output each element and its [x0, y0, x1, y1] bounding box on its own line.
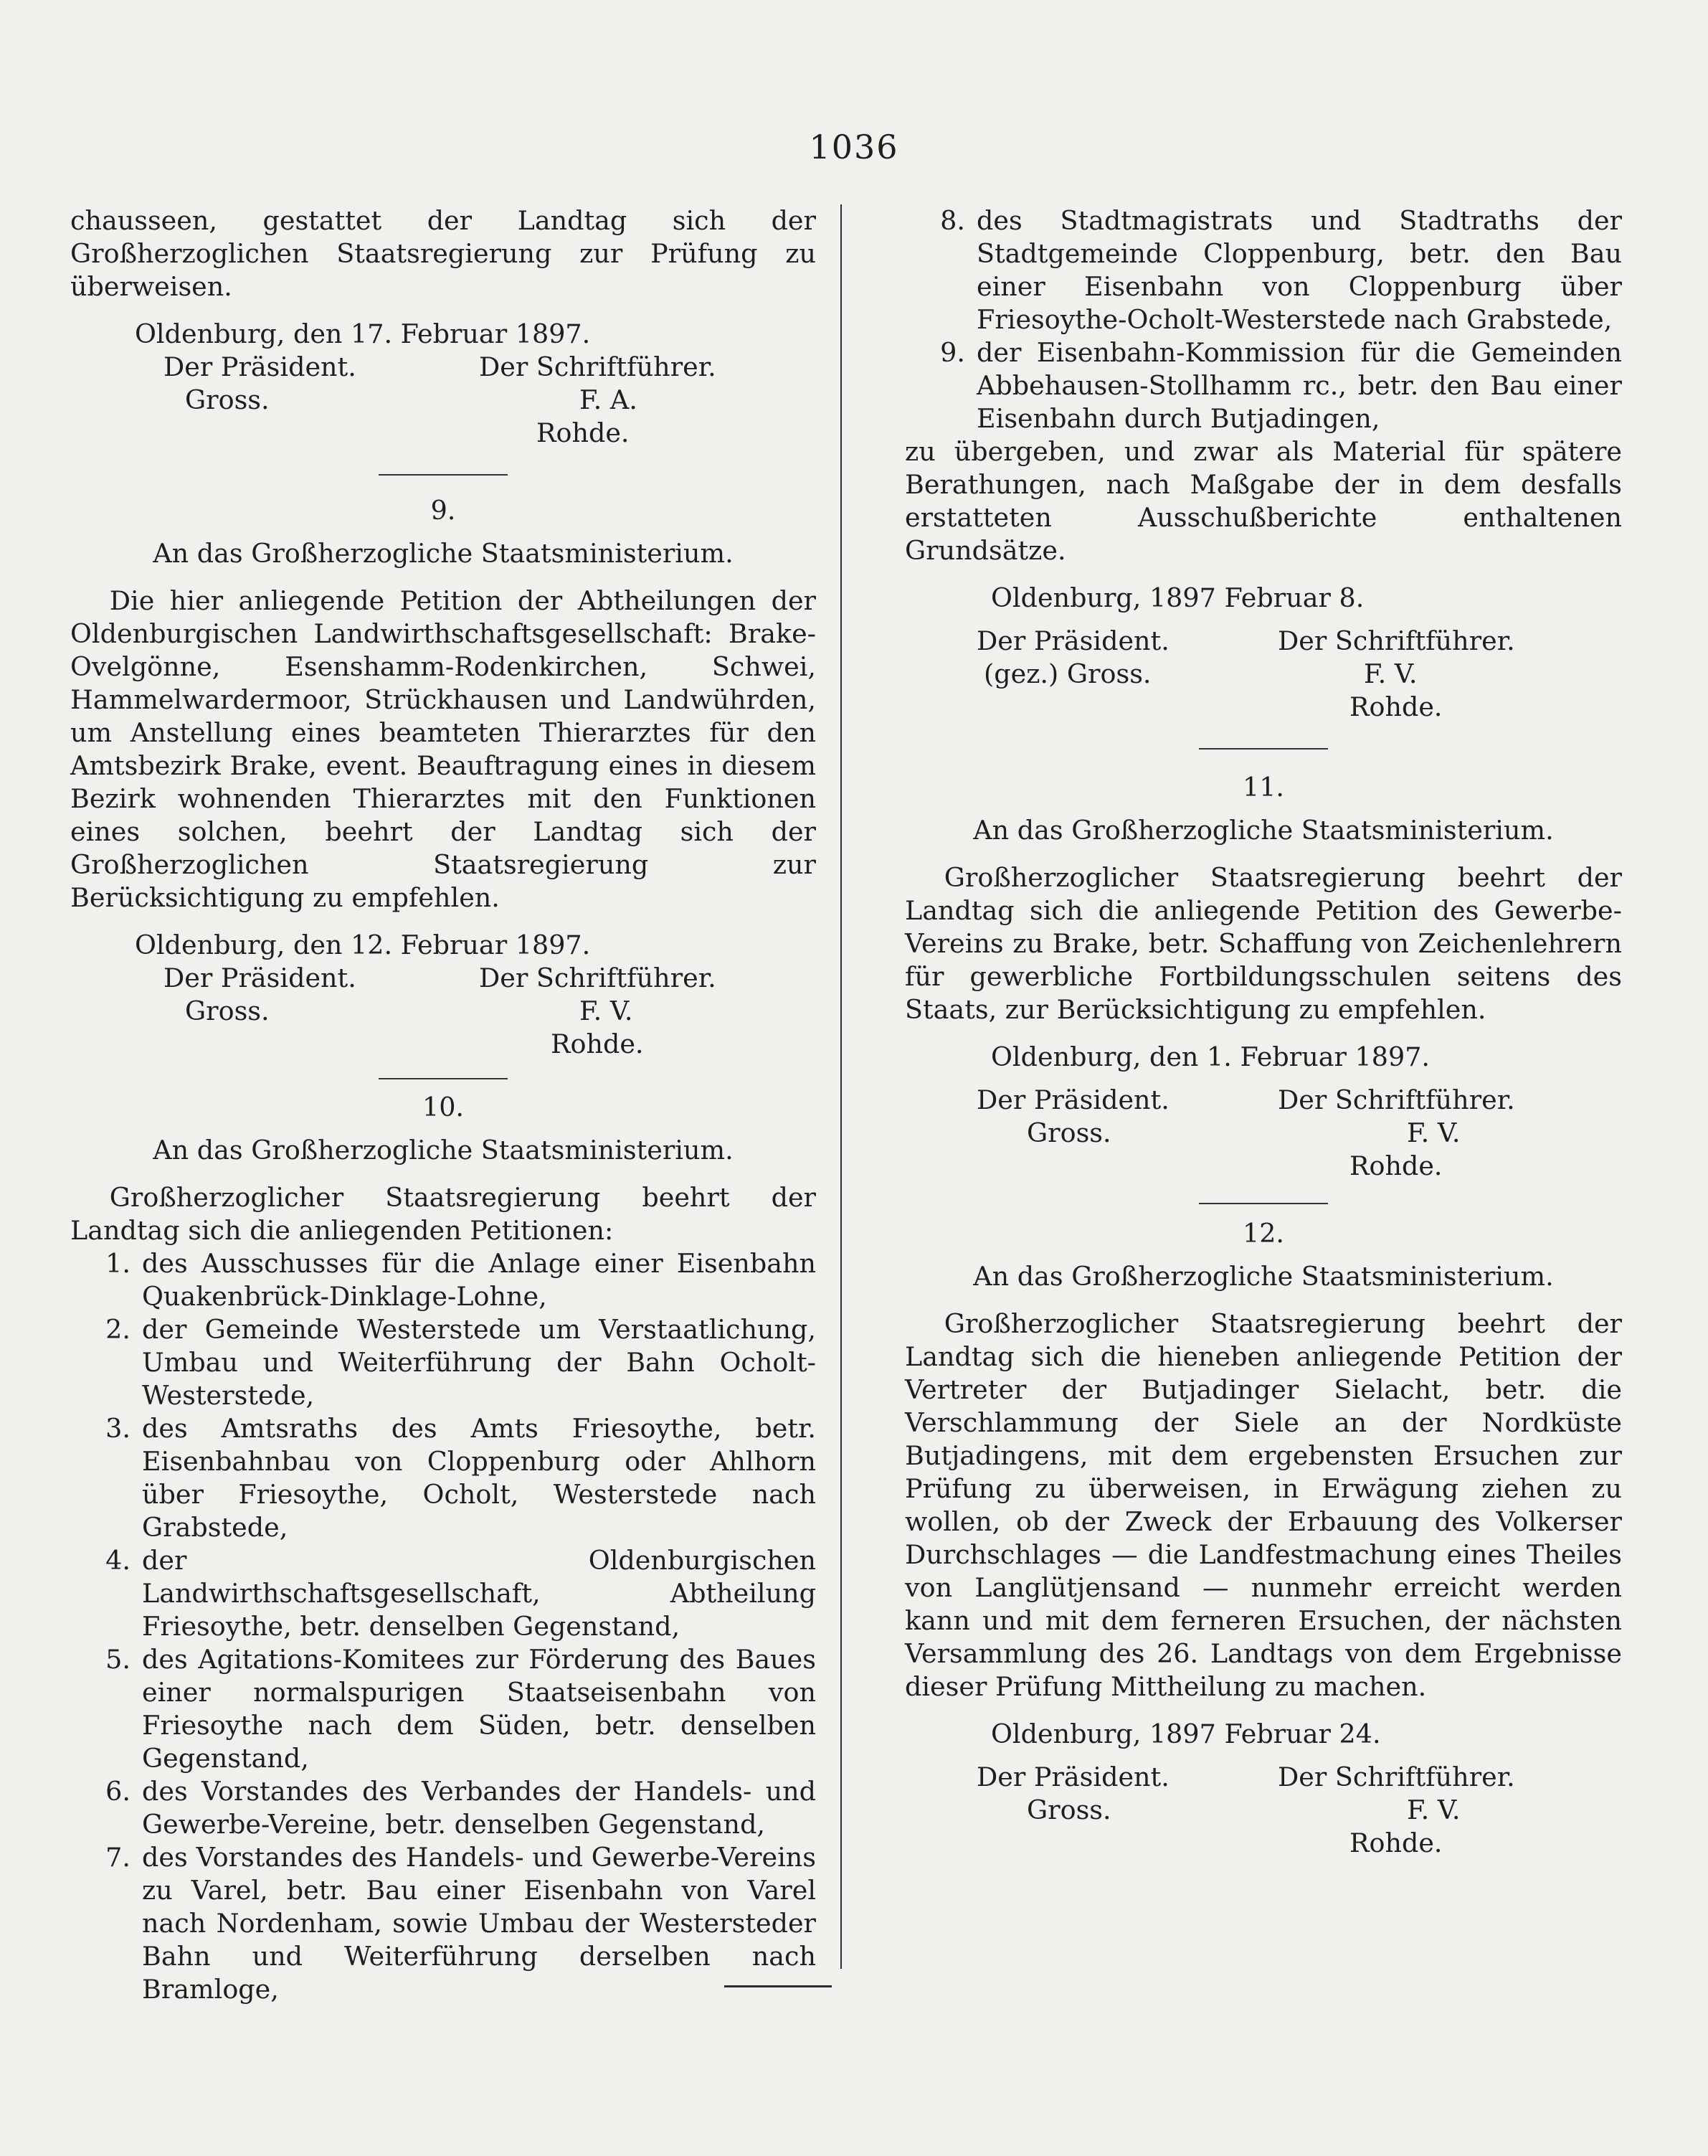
president-label: Der Präsident. — [163, 351, 356, 382]
section-address: An das Großherzogliche Staatsministerium. — [153, 538, 734, 569]
signature-names — [905, 1794, 1622, 1827]
list-item: 8. des Stadtmagistrats und Stadtraths der Stadtgemeinde Cloppenburg, betr. den Bau einer Eisenbahn von Cloppenburg über Friesoythe-Ocholt-Westerstede nach Grabstede, — [940, 205, 1622, 335]
secretary-name: Rohde. — [551, 1029, 644, 1059]
section-10-date: Oldenburg, 1897 Februar 8. — [991, 582, 1365, 613]
intro-text: chausseen, gestattet der Landtag sich der Großherzoglichen Staatsregierung zur Prüfung zu überweisen. — [70, 205, 816, 302]
list-item: 9. der Eisenbahn-Kommission für die Gemeinden Abbehausen-Stollhamm rc., betr. den Bau einer Eisenbahn durch Butjadingen, — [940, 337, 1622, 434]
section-number: 9. — [430, 495, 456, 526]
signature-names — [70, 995, 816, 1028]
section-address: An das Großherzogliche Staatsministerium. — [153, 1135, 734, 1166]
intro-signature-labels — [70, 351, 816, 384]
secretary-initials: F. V. — [1407, 1117, 1461, 1148]
secretary-label: Der Schriftführer. — [1278, 625, 1515, 656]
secretary-initials: F. V. — [579, 996, 633, 1026]
secretary-label: Der Schriftführer. — [1278, 1084, 1515, 1115]
signature-surname — [905, 1827, 1622, 1860]
president-name: Gross. — [1027, 1117, 1111, 1148]
list-item: 3. des Amtsraths des Amts Friesoythe, betr. Eisenbahnbau von Cloppenburg oder Ahlhorn über Friesoythe, Ocholt, Westerstede nach Grabstede, — [105, 1413, 816, 1543]
section-date: Oldenburg, 1897 Februar 24. — [991, 1718, 1381, 1749]
page-number: 1036 — [809, 128, 899, 166]
secretary-label: Der Schriftführer. — [1278, 1762, 1515, 1792]
signature-labels — [905, 1761, 1622, 1794]
section-separator — [379, 474, 508, 476]
petition-list-continued — [905, 204, 1622, 435]
intro-signature-names — [70, 384, 816, 417]
column-divider — [840, 204, 842, 1969]
section-body: Großherzoglicher Staatsregierung beehrt der Landtag sich die anliegende Petition des Gewerbe-Vereins zu Brake, betr. Schaffung von Zeichenlehrern für gewerbliche Fortbildungsschulen seitens des Staats, zur Berücksichtigung zu empfehlen. — [905, 862, 1622, 1025]
signature-surname — [905, 1150, 1622, 1183]
list-item: 2. der Gemeinde Westerstede um Verstaatlichung, Umbau und Weiterführung der Bahn Ocholt-Westerstede, — [105, 1314, 816, 1411]
signature-labels — [905, 1084, 1622, 1117]
section-11 — [905, 771, 1622, 1183]
president-name: Gross. — [185, 996, 270, 1026]
section-address: An das Großherzogliche Staatsministerium. — [973, 1261, 1554, 1292]
secretary-label: Der Schriftführer. — [479, 351, 716, 382]
intro-signature-surname — [70, 417, 816, 450]
signature-names — [905, 658, 1622, 691]
section-10 — [70, 1091, 816, 2006]
president-name: (gez.) Gross. — [984, 658, 1152, 689]
section-separator — [1199, 748, 1328, 750]
petition-list — [70, 1247, 816, 2006]
president-label: Der Präsident. — [977, 625, 1169, 656]
secretary-initials: F. A. — [579, 384, 637, 415]
section-separator — [1199, 1203, 1328, 1204]
signature-surname — [905, 691, 1622, 724]
list-item: 4. der Oldenburgischen Landwirthschaftsgesellschaft, Abtheilung Friesoythe, betr. denselben Gegenstand, — [105, 1545, 816, 1642]
secretary-name: Rohde. — [1349, 691, 1443, 722]
section-body: Großherzoglicher Staatsregierung beehrt der Landtag sich die anliegenden Petitionen: — [70, 1182, 816, 1246]
secretary-initials: F. V. — [1407, 1795, 1461, 1825]
section-10-conclusion: zu übergeben, und zwar als Material für spätere Berathungen, nach Maßgabe der in dem desfalls erstatteten Ausschußberichte enthaltenen Grundsätze. — [905, 436, 1622, 566]
right-column — [905, 204, 1622, 1860]
president-name: Gross. — [185, 384, 270, 415]
president-label: Der Präsident. — [163, 963, 356, 993]
section-number: 12. — [1242, 1218, 1285, 1249]
secretary-name: Rohde. — [536, 417, 630, 448]
list-item: 6. des Vorstandes des Verbandes der Handels- und Gewerbe-Vereine, betr. denselben Gegenstand, — [105, 1776, 816, 1840]
section-9 — [70, 494, 816, 1061]
section-address: An das Großherzogliche Staatsministerium. — [973, 815, 1554, 846]
list-item: 7. des Vorstandes des Handels- und Gewerbe-Vereins zu Varel, betr. Bau einer Eisenbahn von Varel nach Nordenham, sowie Umbau der Westersteder Bahn und Weiterführung derselben nach Bramloge, — [105, 1842, 816, 2005]
president-name: Gross. — [1027, 1795, 1111, 1825]
section-body: Die hier anliegende Petition der Abtheilungen der Oldenburgischen Landwirthschaftsgesellschaft: Brake-Ovelgönne, Esenshamm-Rodenkirchen, Schwei, Hammelwardermoor, Strückhausen und Landwührden, um Anstellung eines beamteten Thierarztes für den Amtsbezirk Brake, event. Beauftragung eines in diesem Bezirk wohnenden Thierarztes mit den Funktionen eines solchen, beehrt der Landtag sich der Großherzoglichen Staatsregierung zur Berücksichtigung zu empfehlen. — [70, 585, 816, 913]
signature-names — [905, 1117, 1622, 1150]
secretary-name: Rohde. — [1349, 1150, 1443, 1181]
list-item: 5. des Agitations-Komitees zur Förderung des Baues einer normalspurigen Staatseisenbahn von Friesoythe nach dem Süden, betr. denselben Gegenstand, — [105, 1644, 816, 1774]
secretary-label: Der Schriftführer. — [479, 963, 716, 993]
section-12 — [905, 1217, 1622, 1860]
section-body: Großherzoglicher Staatsregierung beehrt der Landtag sich die hieneben anliegende Petition der Vertreter der Butjadinger Sielacht, betr. die Verschlammung der Siele an der Nordküste Butjadingens, mit dem ergebensten Ersuchen zur Prüfung zu überweisen, in Erwägung ziehen zu wollen, ob der Zweck der Erbauung des Volkerser Durchschlages — die Landfestmachung eines Theiles von Langlütjensand — nunmehr erreicht werden kann und mit dem ferneren Ersuchen, der nächsten Versammlung des 26. Landtags von dem Ergebnisse dieser Prüfung Mittheilung zu machen. — [905, 1308, 1622, 1702]
signature-labels — [70, 962, 816, 995]
left-column — [70, 204, 816, 2006]
section-separator — [379, 1078, 508, 1079]
list-item: 1. des Ausschusses für die Anlage einer Eisenbahn Quakenbrück-Dinklage-Lohne, — [105, 1248, 816, 1312]
section-number: 11. — [1242, 772, 1285, 803]
section-number: 10. — [422, 1092, 465, 1122]
signature-surname — [70, 1028, 816, 1061]
intro-date: Oldenburg, den 17. Februar 1897. — [135, 318, 591, 349]
secretary-name: Rohde. — [1349, 1828, 1443, 1858]
signature-labels — [905, 625, 1622, 658]
president-label: Der Präsident. — [977, 1762, 1169, 1792]
president-label: Der Präsident. — [977, 1084, 1169, 1115]
secretary-initials: F. V. — [1364, 658, 1418, 689]
section-date: Oldenburg, den 12. Februar 1897. — [135, 930, 591, 960]
section-date: Oldenburg, den 1. Februar 1897. — [991, 1041, 1431, 1072]
